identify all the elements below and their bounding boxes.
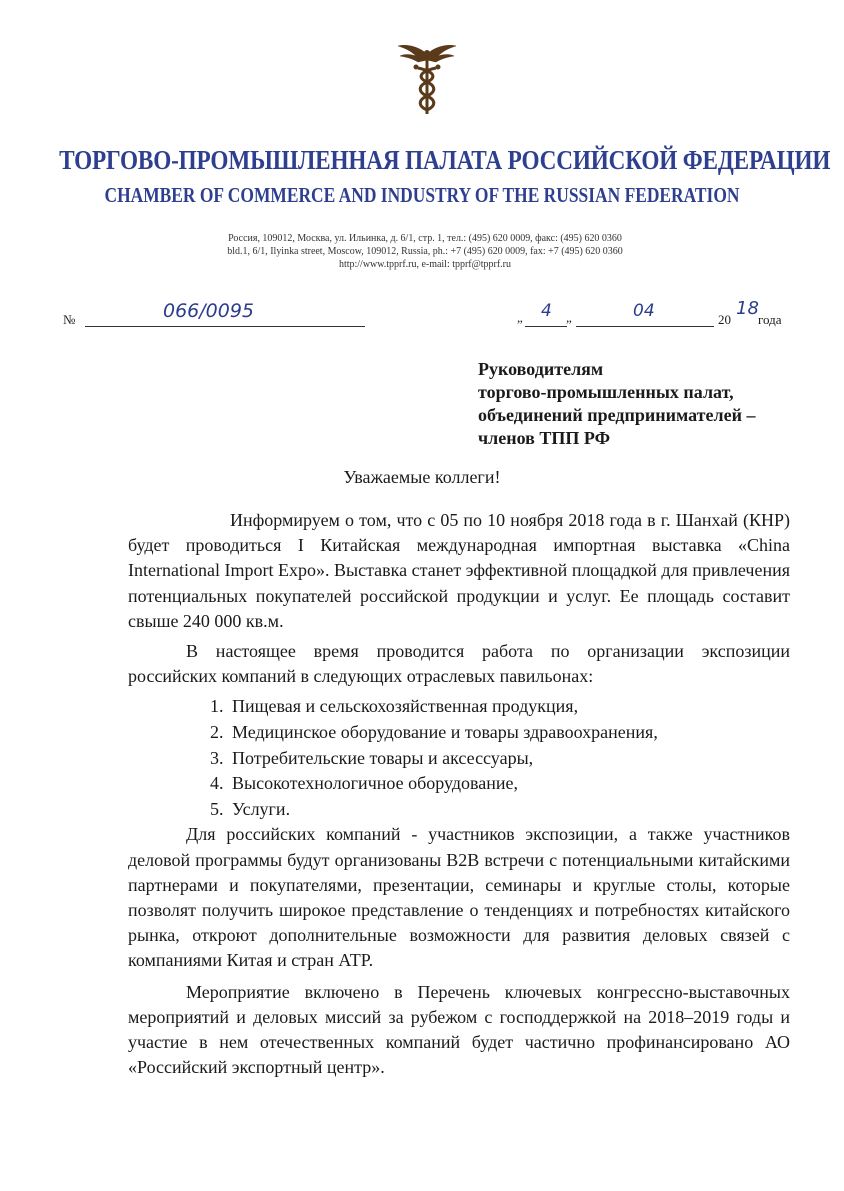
paragraph-state-support: Мероприятие включено в Перечень ключевых конгрессно-выставочных мероприятий и деловых миссий за рубежом с господдержкой на 2018–2019 годы и участие в нем отечественных компаний будет частично профинансировано АО «Российский экспортный центр». bbox=[128, 981, 790, 1078]
day-underline bbox=[525, 326, 567, 327]
number-underline bbox=[85, 326, 365, 327]
list-item-number: 1. bbox=[210, 696, 224, 717]
contacts-russian-address: Россия, 109012, Москва, ул. Ильинка, д. 6/1, стр. 1, тел.: (495) 620 0009, факс: (495) 620 0360 bbox=[228, 233, 622, 244]
date-open-quote: „ bbox=[517, 310, 523, 325]
addressee-block bbox=[478, 358, 808, 450]
pavilion-list bbox=[128, 694, 790, 822]
list-item bbox=[210, 694, 790, 720]
list-item-text: Потребительские товары и аксессуары, bbox=[232, 747, 534, 768]
list-item-text: Пищевая и сельскохозяйственная продукция, bbox=[232, 696, 579, 717]
list-item bbox=[210, 720, 790, 746]
addressee-line: Руководителям bbox=[478, 359, 604, 379]
paragraph-pavilions-intro: В настоящее время проводится работа по организации экспозиции российских компаний в следующих отраслевых павильонах: bbox=[128, 641, 790, 687]
list-item bbox=[210, 771, 790, 797]
list-item-text: Высокотехнологичное оборудование, bbox=[232, 773, 519, 794]
organization-name-english: CHAMBER OF COMMERCE AND INDUSTRY OF THE RUSSIAN FEDERATION bbox=[104, 183, 740, 207]
list-item bbox=[210, 746, 790, 772]
letterhead-contacts bbox=[0, 232, 844, 271]
addressee-line: торгово-промышленных палат, bbox=[478, 382, 734, 402]
month-underline bbox=[576, 326, 714, 327]
list-item-number: 3. bbox=[210, 747, 224, 768]
year-suffix: года bbox=[758, 312, 782, 327]
greeting: Уважаемые коллеги! bbox=[343, 467, 501, 487]
document-number-date-line bbox=[63, 298, 791, 330]
paragraph-b2b-program: Для российских компаний - участников экспозиции, а также участников деловой программы будут организованы B2B встречи с потенциальными китайскими партнерами и покупателями, презентации, семинары и круглые столы, которые позволят получить широкое представление о тенденциях и потребностях китайского рынка, откроют дополнительные возможности для развития деловых связей с компаниями Китая и стран АТР. bbox=[128, 824, 790, 971]
handwritten-month: 04 bbox=[633, 301, 655, 321]
chamber-emblem-logo bbox=[396, 40, 458, 118]
contacts-english-address: bld.1, 6/1, Ilyinka street, Moscow, 109012, Russia, ph.: +7 (495) 620 0009, fax: +7 (495) 620 0360 bbox=[227, 246, 623, 257]
handwritten-year: 18 bbox=[736, 298, 759, 319]
addressee-line: объединений предпринимателей – bbox=[478, 405, 756, 425]
list-item-text: Услуги. bbox=[232, 798, 291, 819]
list-item-number: 5. bbox=[210, 798, 224, 819]
list-item-number: 2. bbox=[210, 722, 224, 743]
organization-name-russian: ТОРГОВО-ПРОМЫШЛЕННАЯ ПАЛАТА РОССИЙСКОЙ ФЕДЕРАЦИИ bbox=[59, 145, 831, 175]
handwritten-document-number: 066/0095 bbox=[163, 300, 255, 322]
list-item-number: 4. bbox=[210, 773, 224, 794]
list-item bbox=[210, 797, 790, 823]
list-item-text: Медицинское оборудование и товары здравоохранения, bbox=[232, 722, 658, 743]
date-close-quote: „ bbox=[566, 310, 572, 325]
paragraph-expo-info: Информируем о том, что с 05 по 10 ноября 2018 года в г. Шанхай (КНР) будет проводиться I Китайская международная импортная выставка «China International Import Expo». Выставка станет эффективной площадкой для привлечения потенциальных покупателей российской продукции и услуг. Ее площадь составит свыше 240 000 кв.м. bbox=[128, 510, 790, 631]
handwritten-day: 4 bbox=[541, 301, 552, 321]
year-prefix: 20 bbox=[718, 312, 731, 327]
number-label: № bbox=[63, 312, 76, 327]
contacts-web-email: http://www.tpprf.ru, e-mail: tpprf@tpprf.ru bbox=[338, 259, 511, 270]
addressee-line: членов ТПП РФ bbox=[478, 428, 611, 448]
letter-body bbox=[128, 508, 790, 1085]
